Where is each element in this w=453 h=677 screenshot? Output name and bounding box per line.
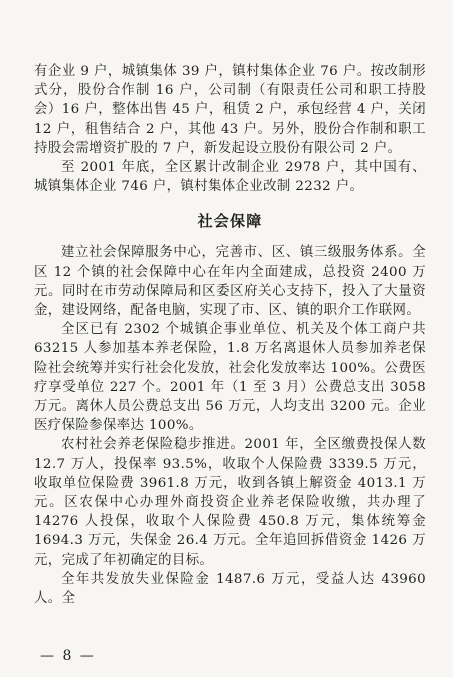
paragraph-cumulative-restructuring: 至 2001 年底，全区累计改制企业 2978 户，其中国有、城镇集体企业 746 户，镇村集体企业改制 2232 户。 [34,160,426,195]
document-page [34,62,426,608]
paragraph-enterprise-restructuring: 有企业 9 户，城镇集体 39 户，镇村集体企业 76 户。按改制形式分，股份合作制 16 户，公司制（有限责任公司和职工持股会）16 户，整体出售 45 户，租赁 2 户，承包经营 4 户，关闭 12 户，租售结合 2 户，其他 43 户。另外，股份合作制和职工持股会需增资扩股的 7 户，新发起设立股份有限公司 2 户。 [34,64,426,156]
paragraph-rural-pension: 农村社会养老保险稳步推进。2001 年，全区缴费投保人数 12.7 万人，投保率 93.5%，收取个人保险费 3339.5 万元，收取单位保险费 3961.8 万元，收到各镇上解资金 4013.1 万元。区农保中心办理外商投资企业养老保险收缴，共办理了 14276 人投保，收取个人保险费 450.8 万元，集体统筹金 1694.3 万元，失保金 26.4 万元。全年追回拆借资金 1426 万元，完成了年初确定的目标。 [34,437,426,568]
paragraph-unemployment: 全年共发放失业保险金 1487.6 万元，受益人达 43960 人。全 [34,571,426,607]
paragraph-insurance-enrollment: 全区已有 2302 个城镇企事业单位、机关及个体工商户共 63215 人参加基本养老保险，1.8 万名离退休人员参加养老保险社会统筹并实行社会化发放，社会化发放率达 100%。公费医疗享受单位 227 个。2001 年（1 至 3 月）公费总支出 3058 万元。离休人员公费总支出 56 万元，人均支出 3200 元。企业医疗保险参保率达 100%。 [34,322,426,434]
section-heading: 社会保障 [197,212,263,231]
paragraph-service-center: 建立社会保障服务中心，完善市、区、镇三级服务体系。全区 12 个镇的社会保障中心在年内全面建成，总投资 2400 万元。同时在市劳动保障局和区委区府关心支持下，投入了大量资金，建设网络，配备电脑，实现了市、区、镇的职介工作联网。 [34,245,426,319]
page-number: — 8 — [40,648,96,664]
